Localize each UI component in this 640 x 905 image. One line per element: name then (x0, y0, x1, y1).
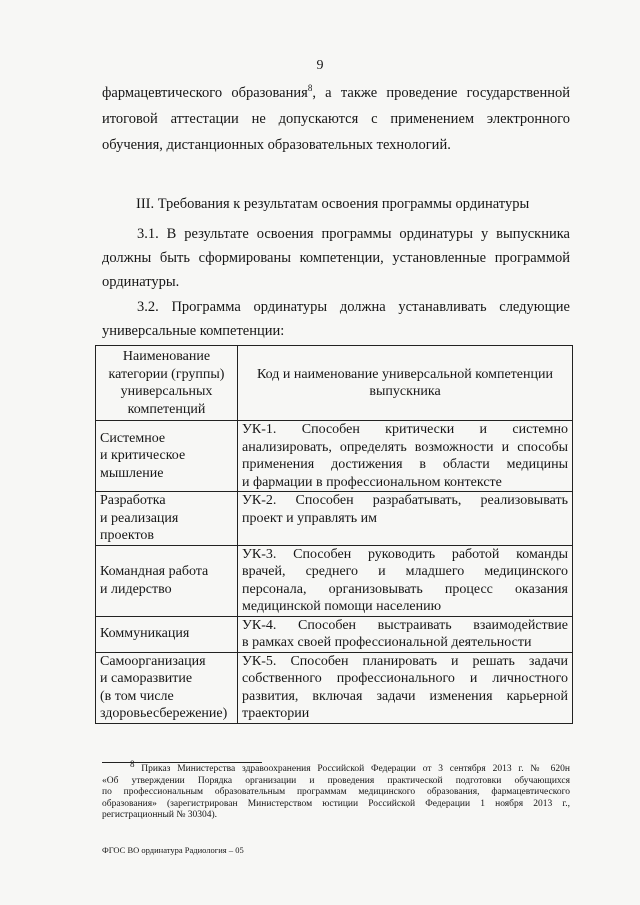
section-heading: III. Требования к результатам освоения программы ординатуры (136, 196, 530, 212)
row-category: Самоорганизация и саморазвитие (в том числе здоровьесбережение) (96, 652, 238, 723)
footnote-line1: $^8$ Приказ Министерства здравоохранения Российской Федерации от 3 сентября 2013 г. № 620н (130, 759, 570, 775)
row-competence: УК-2. Способен разрабатывать, реализовывать проект и управлять им (238, 492, 573, 546)
footnote-line4: образования» (зарегистрирован Министерством юстиции Российской Федерации 1 ноября 2013 г., (102, 798, 570, 809)
para1-line2: итоговой аттестации не допускаются с применением электронного (102, 111, 570, 127)
para31-line2: должны быть сформированы компетенции, установленные программой (102, 250, 570, 266)
footnote-line5: регистрационный № 30304). (102, 810, 218, 821)
row-category: Разработка и реализация проектов (96, 492, 238, 546)
row-competence: УК-1. Способен критически и системно анализировать, определять возможности и способы применения достижения в области медицины и фармации в профессиональном контексте (238, 421, 573, 492)
para31-line1: 3.1. В результате освоения программы ординатуры у выпускника (137, 226, 570, 242)
table-row (96, 545, 573, 616)
row-category: Коммуникация (96, 616, 238, 652)
footnote-reference: 8 (307, 83, 313, 94)
footnote (102, 759, 570, 822)
footnote-divider (102, 762, 262, 763)
table-row (96, 492, 573, 546)
para31-line3: ординатуры. (102, 274, 180, 290)
row-category: Командная работа и лидерство (96, 545, 238, 616)
document-footer: ФГОС ВО ординатура Радиология – 05 (102, 845, 244, 855)
footnote-line3: по профессиональным образовательным программам медицинского образования, фармацевтического (102, 787, 570, 798)
row-competence: УК-4. Способен выстраивать взаимодействие в рамках своей профессиональной деятельности (238, 616, 573, 652)
competencies-table (95, 345, 573, 724)
paragraph-3-2 (102, 295, 570, 343)
row-competence: УК-3. Способен руководить работой команды врачей, среднего и младшего медицинского персонала, организовывать процесс оказания медицинской помощи населению (238, 545, 573, 616)
table-row (96, 616, 573, 652)
row-competence: УК-5. Способен планировать и решать задачи собственного профессионального и личностного развития, включая задачи изменения карьерной траектории (238, 652, 573, 723)
para32-line1: 3.2. Программа ординатуры должна устанавливать следующие (137, 299, 570, 315)
paragraph-3-1 (102, 222, 570, 294)
table-row (96, 421, 573, 492)
para1-line1: фармацевтического образования$^8$, а также проведение государственной (102, 83, 570, 101)
paragraph-continuation (102, 81, 570, 157)
para1-line3: обучения, дистанционных образовательных технологий. (102, 137, 451, 153)
header-code-name: Код и наименование универсальной компетенции выпускника (238, 346, 573, 421)
para32-line2: универсальные компетенции: (102, 323, 285, 339)
table-row (96, 652, 573, 723)
page-number: 9 (316, 58, 324, 73)
footnote-line2: «Об утверждении Порядка организации и проведения практической подготовки обучающихся (102, 775, 570, 786)
footnote-mark: 8 (130, 759, 135, 769)
header-category: Наименование категории (группы) универсальных компетенций (96, 346, 238, 421)
row-category: Системное и критическое мышление (96, 421, 238, 492)
table-header-row (96, 346, 573, 421)
